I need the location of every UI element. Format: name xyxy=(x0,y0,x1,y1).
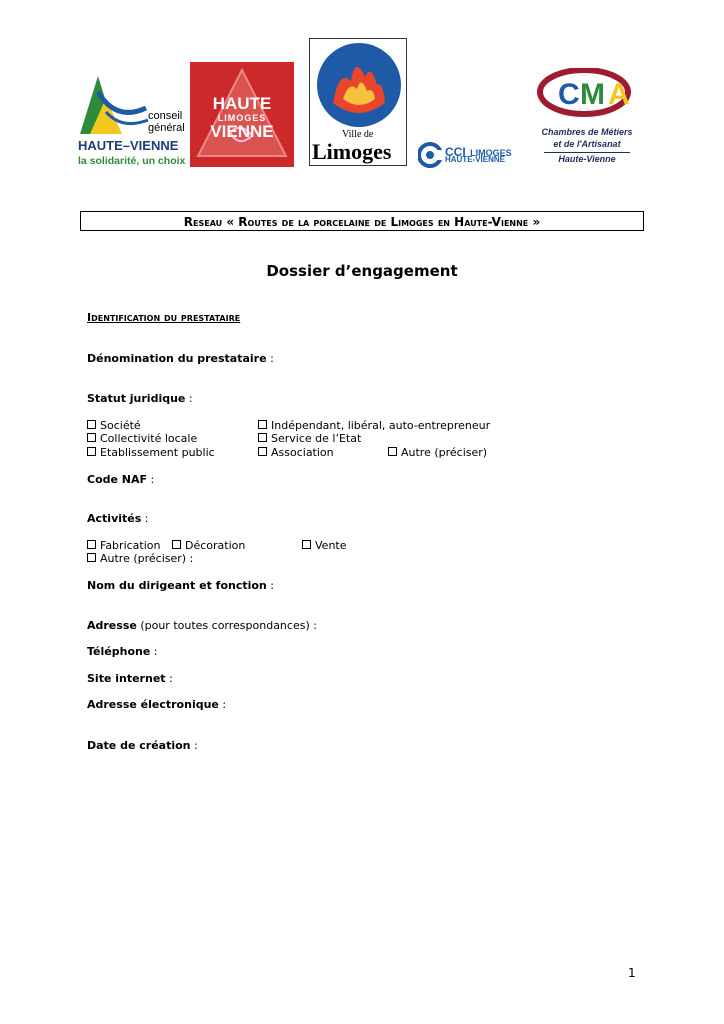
section-title: Identification du prestataire xyxy=(87,311,241,324)
cma-line3: Haute-Vienne xyxy=(558,154,616,164)
option-vente-label: Vente xyxy=(315,539,347,552)
site-suffix: : xyxy=(165,672,173,685)
checkbox-icon[interactable] xyxy=(87,433,96,442)
option-collectivite-label: Collectivité locale xyxy=(100,432,198,445)
denomination-suffix: : xyxy=(266,352,274,365)
checkbox-icon[interactable] xyxy=(302,540,311,549)
conseil-brand: HAUTE–VIENNE xyxy=(78,138,179,153)
logo-conseil-general xyxy=(76,72,186,170)
option-fabrication[interactable] xyxy=(87,539,160,552)
option-autre-activite-label: Autre (préciser) : xyxy=(100,552,194,565)
date-creation-label: Date de création xyxy=(87,739,191,752)
hv-line2: LIMOGES xyxy=(217,113,267,123)
hv-line1: HAUTE xyxy=(212,94,272,113)
checkbox-icon[interactable] xyxy=(258,447,267,456)
option-societe-label: Société xyxy=(100,419,141,432)
hv-line3: VIENNE xyxy=(210,122,274,141)
field-email[interactable] xyxy=(87,698,226,711)
page-number: 1 xyxy=(628,966,636,980)
cma-line2: et de l'Artisanat xyxy=(553,139,621,149)
field-site[interactable] xyxy=(87,672,173,685)
conseil-line2: général xyxy=(148,122,185,134)
cci-mark: CCI xyxy=(445,145,466,159)
option-autre-statut[interactable] xyxy=(388,446,487,459)
activites-suffix: : xyxy=(141,512,149,525)
option-association-label: Association xyxy=(271,446,334,459)
option-service-etat-label: Service de l’Etat xyxy=(271,432,362,445)
field-code-naf[interactable] xyxy=(87,473,154,486)
option-fabrication-label: Fabrication xyxy=(100,539,161,552)
cma-mark-icon xyxy=(536,68,638,124)
field-date-creation[interactable] xyxy=(87,739,198,752)
header-box: Reseau « Routes de la porcelaine de Limoges en Haute-Vienne » xyxy=(80,211,644,231)
site-label: Site internet xyxy=(87,672,166,685)
field-statut xyxy=(87,392,193,405)
logo-ville-limoges xyxy=(309,38,407,166)
checkbox-icon[interactable] xyxy=(87,553,96,562)
limoges-line2: Limoges xyxy=(312,139,392,164)
logo-haute-vienne-tourism xyxy=(190,62,294,167)
logo-cma xyxy=(536,68,638,170)
code-naf-label: Code NAF xyxy=(87,473,148,486)
activites-label: Activités xyxy=(87,512,142,525)
option-autre-statut-label: Autre (préciser) xyxy=(401,446,488,459)
conseil-slogan: la solidarité, un choix xyxy=(78,155,186,167)
option-independant-label: Indépendant, libéral, auto-entrepreneur xyxy=(271,419,491,432)
option-service-etat[interactable] xyxy=(258,432,361,445)
dirigeant-label: Nom du dirigeant et fonction xyxy=(87,579,267,592)
email-suffix: : xyxy=(218,698,227,711)
checkbox-icon[interactable] xyxy=(87,540,96,549)
telephone-suffix: : xyxy=(150,645,158,658)
checkbox-icon[interactable] xyxy=(87,420,96,429)
checkbox-icon[interactable] xyxy=(87,447,96,456)
limoges-line1: Ville de xyxy=(342,129,374,140)
cci-mark-icon xyxy=(418,142,442,168)
checkbox-icon[interactable] xyxy=(388,447,397,456)
checkbox-icon[interactable] xyxy=(258,433,267,442)
svg-text:A: A xyxy=(608,78,630,111)
checkbox-icon[interactable] xyxy=(172,540,181,549)
option-etablissement[interactable] xyxy=(87,446,215,459)
option-autre-activite[interactable] xyxy=(87,552,193,565)
field-dirigeant[interactable] xyxy=(87,579,274,592)
option-etablissement-label: Etablissement public xyxy=(100,446,215,459)
document-title: Dossier d’engagement xyxy=(266,262,458,280)
adresse-label: Adresse xyxy=(87,619,137,632)
telephone-label: Téléphone xyxy=(87,645,151,658)
field-adresse[interactable] xyxy=(87,619,317,632)
code-naf-suffix: : xyxy=(147,473,155,486)
flame-emblem-icon xyxy=(311,41,407,129)
statut-label: Statut juridique xyxy=(87,392,186,405)
conseil-line1: conseil xyxy=(148,110,183,122)
cci-line2: HAUTE-VIENNE xyxy=(445,155,506,164)
option-independant[interactable] xyxy=(258,419,490,432)
logo-cci xyxy=(418,141,522,169)
option-collectivite[interactable] xyxy=(87,432,197,445)
option-association[interactable] xyxy=(258,446,334,459)
checkbox-icon[interactable] xyxy=(258,420,267,429)
svg-text:M: M xyxy=(580,78,605,111)
option-decoration-label: Décoration xyxy=(185,539,246,552)
svg-text:C: C xyxy=(558,78,580,111)
field-telephone[interactable] xyxy=(87,645,158,658)
date-creation-suffix: : xyxy=(190,739,198,752)
denomination-label: Dénomination du prestataire xyxy=(87,352,267,365)
statut-suffix: : xyxy=(185,392,193,405)
cci-line1: LIMOGES xyxy=(470,148,512,158)
option-vente[interactable] xyxy=(302,539,347,552)
option-decoration[interactable] xyxy=(172,539,245,552)
adresse-suffix: (pour toutes correspondances) : xyxy=(136,619,317,632)
cma-line1: Chambres de Métiers xyxy=(541,127,633,137)
option-societe[interactable] xyxy=(87,419,141,432)
email-label: Adresse électronique xyxy=(87,698,219,711)
dirigeant-suffix: : xyxy=(266,579,274,592)
field-activites xyxy=(87,512,148,525)
field-denomination[interactable] xyxy=(87,352,274,365)
